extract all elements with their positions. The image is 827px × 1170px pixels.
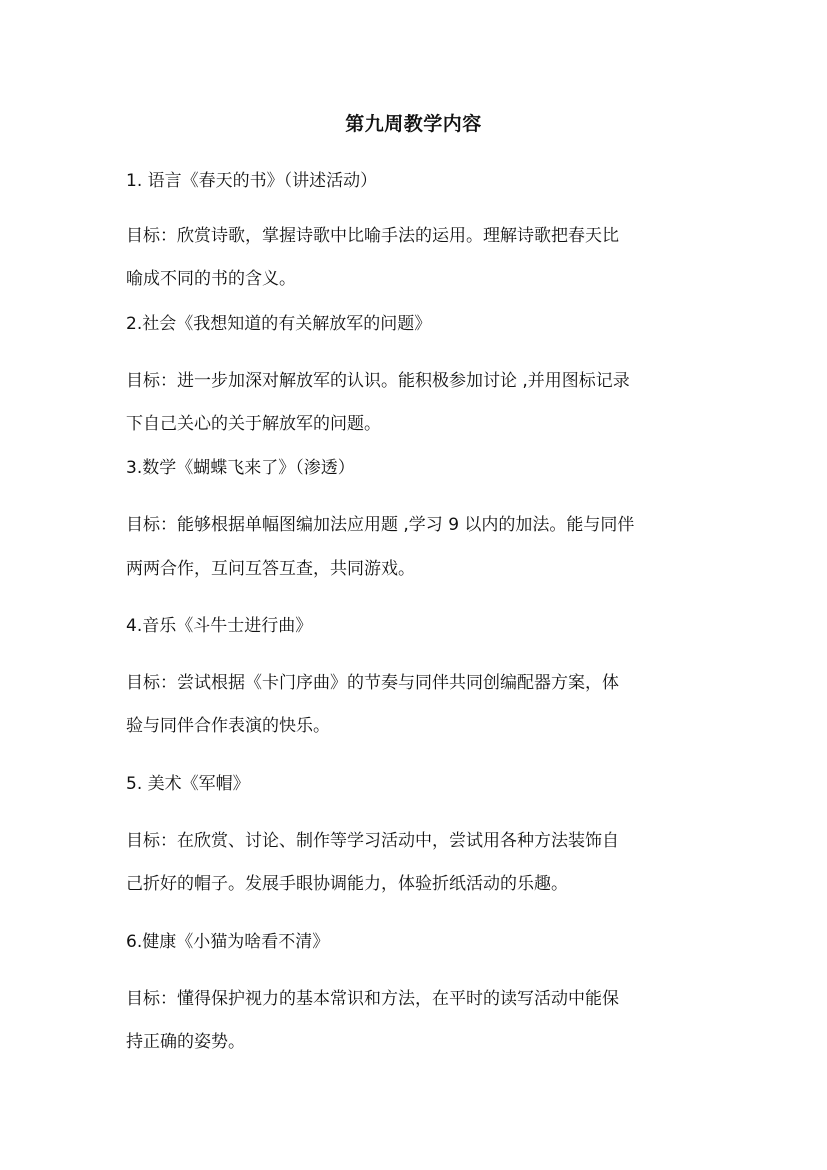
section-6-goal-line-1: 目标：懂得保护视力的基本常识和方法，在平时的读写活动中能保 (126, 989, 619, 1009)
section-3-goal-line-1: 目标：能够根据单幅图编加法应用题 ,学习 9 以内的加法。能与同伴 (126, 515, 635, 535)
section-1-goal-line-2: 喻成不同的书的含义。 (126, 269, 296, 289)
section-5-goal-line-2: 己折好的帽子。发展手眼协调能力，体验折纸活动的乐趣。 (126, 874, 568, 894)
section-2-goal-line-2: 下自己关心的关于解放军的问题。 (126, 414, 381, 434)
section-4-heading: 4.音乐《斗牛士进行曲》 (126, 616, 313, 636)
section-4-goal-line-2: 验与同伴合作表演的快乐。 (126, 716, 330, 736)
section-5-goal-line-1: 目标：在欣赏、讨论、制作等学习活动中，尝试用各种方法装饰自 (126, 831, 619, 851)
section-5-heading: 5. 美术《军帽》 (126, 774, 250, 794)
section-3-heading: 3.数学《蝴蝶飞来了》（渗透） (126, 458, 355, 478)
section-6-goal-line-2: 持正确的姿势。 (126, 1032, 245, 1052)
section-1-goal-line-1: 目标：欣赏诗歌，掌握诗歌中比喻手法的运用。理解诗歌把春天比 (126, 226, 619, 246)
section-3-goal-line-2: 两两合作，互问互答互查，共同游戏。 (126, 559, 415, 579)
section-6-heading: 6.健康《小猫为啥看不清》 (126, 932, 330, 952)
section-4-goal-line-1: 目标：尝试根据《卡门序曲》的节奏与同伴共同创编配器方案，体 (126, 673, 619, 693)
section-1-heading: 1. 语言《春天的书》（讲述活动） (126, 171, 378, 191)
section-2-heading: 2.社会《我想知道的有关解放军的问题》 (126, 314, 432, 334)
page-title: 第九周教学内容 (345, 113, 482, 135)
section-2-goal-line-1: 目标：进一步加深对解放军的认识。能积极参加讨论 ,并用图标记录 (126, 371, 630, 391)
